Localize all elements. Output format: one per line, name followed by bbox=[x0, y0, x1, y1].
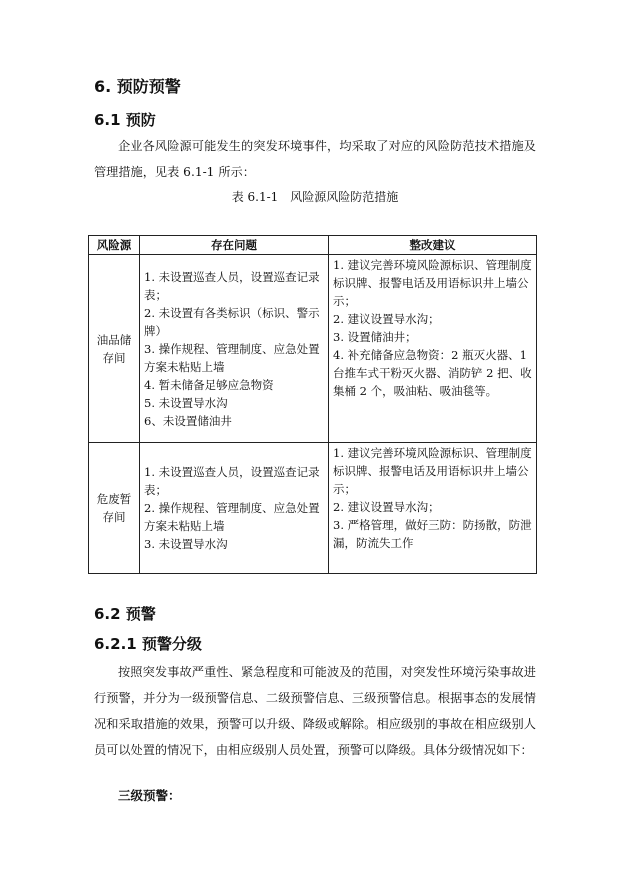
suggestion-item: 1. 建议完善环境风险源标识、管理制度标识牌、报警电话及用语标识井上墙公示； bbox=[333, 446, 532, 496]
issue-item: 5. 未设置导水沟 bbox=[144, 395, 228, 410]
section-title: 6. 预防预警 bbox=[94, 77, 181, 96]
risk-source-cell: 油品储存间 bbox=[89, 255, 140, 443]
issues-cell bbox=[140, 255, 329, 443]
warning-heading: 6.2 预警 bbox=[94, 605, 156, 623]
suggestions-cell bbox=[329, 255, 537, 443]
issue-item: 1. 未设置巡查人员，设置巡查记录表； bbox=[144, 269, 320, 302]
table-caption: 表 6.1-1 风险源风险防范措施 bbox=[231, 190, 399, 204]
issue-item: 1. 未设置巡查人员，设置巡查记录表； bbox=[144, 465, 320, 497]
issue-item: 3. 未设置导水沟 bbox=[144, 537, 228, 551]
issue-item: 3. 操作规程、管理制度、应急处置方案未粘贴上墙 bbox=[144, 341, 320, 374]
risk-measures-table bbox=[88, 235, 537, 574]
risk-source-cell: 危废暂存间 bbox=[89, 443, 140, 574]
prevention-paragraph: 企业各风险源可能发生的突发环境事件，均采取了对应的风险防范技术措施及管理措施，见表 6.1-1 所示： bbox=[94, 139, 536, 179]
header-issues: 存在问题 bbox=[140, 236, 329, 255]
level3-warning-label: 三级预警： bbox=[118, 788, 181, 803]
warning-grading-paragraph: 按照突发事故严重性、紧急程度和可能波及的范围，对突发性环境污染事故进行预警，并分为一级预警信息、二级预警信息、三级预警信息。根据事态的发展情况和采取措施的效果，预警可以升级、降级或解除。相应级别的事故在相应级别人员可以处置的情况下，由相应级别人员处置，预警可以降级。具体分级情况如下： bbox=[94, 665, 536, 757]
header-suggestions: 整改建议 bbox=[329, 236, 537, 255]
suggestion-item: 3. 设置储油井； bbox=[333, 330, 417, 344]
suggestion-item: 3. 严格管理，做好三防：防扬散，防泄漏，防流失工作 bbox=[333, 518, 532, 550]
issue-item: 2. 未设置有各类标识（标识、警示牌） bbox=[144, 305, 320, 338]
issue-item: 6、未设置储油井 bbox=[144, 413, 232, 428]
suggestion-item: 4. 补充储备应急物资：2 瓶灭火器、1 台推车式干粉灭火器、消防铲 2 把、收集桶 2 个，吸油粘、吸油毯等。 bbox=[333, 348, 532, 398]
issue-item: 4. 暂未储备足够应急物资 bbox=[144, 377, 274, 392]
issues-cell bbox=[140, 443, 329, 574]
prevention-heading: 6.1 预防 bbox=[94, 111, 156, 129]
suggestion-item: 1. 建议完善环境风险源标识、管理制度标识牌、报警电话及用语标识井上墙公示； bbox=[333, 258, 532, 308]
table-row bbox=[89, 255, 537, 443]
table-row bbox=[89, 443, 537, 574]
issue-item: 2. 操作规程、管理制度、应急处置方案未粘贴上墙 bbox=[144, 501, 320, 533]
suggestion-item: 2. 建议设置导水沟； bbox=[333, 312, 440, 326]
suggestions-cell bbox=[329, 443, 537, 574]
warning-grading-heading: 6.2.1 预警分级 bbox=[94, 635, 202, 653]
suggestion-item: 2. 建议设置导水沟； bbox=[333, 500, 440, 514]
header-source: 风险源 bbox=[89, 236, 140, 255]
table-header-row bbox=[89, 236, 537, 255]
